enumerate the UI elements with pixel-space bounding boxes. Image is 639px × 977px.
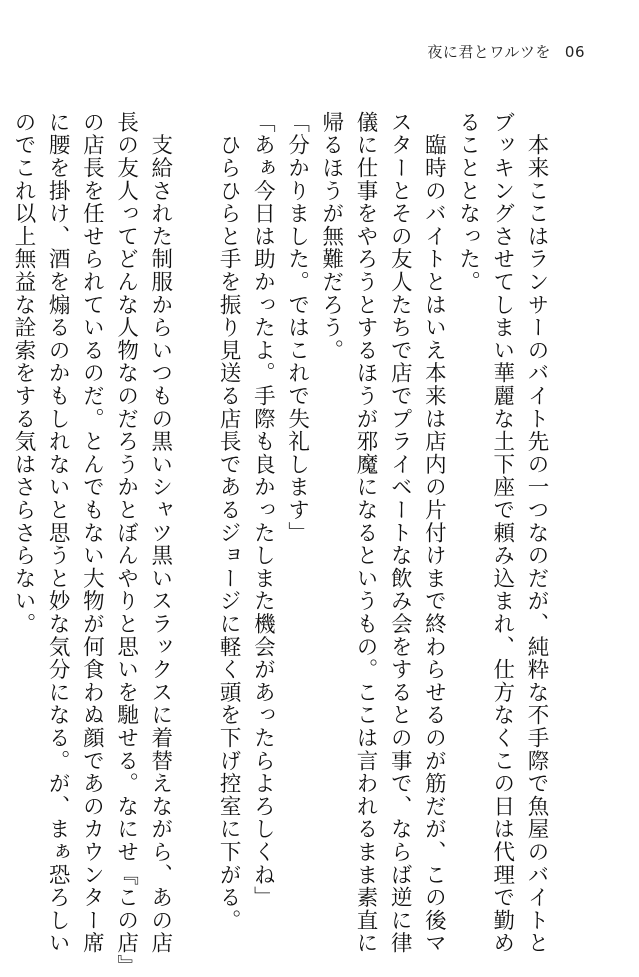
text-line: 長の友人ってどんな人物なのだろうかとぼんやりと思いを馳せる。なにせ『この店』 xyxy=(113,111,139,977)
text-line: 「あぁ今日は助かったよ。手際も良かったしまた機会があったらよろしくね」 xyxy=(250,111,276,909)
page-number: 06 xyxy=(564,43,585,61)
vertical-text-body xyxy=(6,111,553,977)
text-line: のでこれ以上無益な詮索をする気はさらさらない。 xyxy=(10,111,36,636)
book-title: 夜に君とワルツを xyxy=(427,43,551,61)
text-line: 臨時のバイトとはいえ本来は店内の片付けまで終わらせるのが筋だが、この後マ xyxy=(421,111,447,955)
text-line: ブッキングさせてしまい華麗な土下座で頼み込まれ、仕方なくこの日は代理で勤め xyxy=(489,111,515,955)
text-line: の店長を任せられているのだ。とんでもない大物が何食わぬ顔であのカウンター席 xyxy=(79,111,105,955)
blank-line xyxy=(177,111,211,856)
text-line: 支給された制服からいつもの黒いシャツ黒いスラックスに着替えながら、あの店 xyxy=(147,111,173,955)
text-line: ることとなった。 xyxy=(455,111,481,294)
text-line: 儀に仕事をやろうとするほうが邪魔になるというもの。ここは言われるまま素直に xyxy=(352,111,378,955)
running-header xyxy=(427,41,585,62)
text-line: に腰を掛け、酒を煽るのかもしれないと思うと妙な気分になる。が、まぁ恐ろしい xyxy=(45,111,71,955)
text-line: スターとその友人たちで店でプライベートな飲み会をするとの事で、ならば逆に律 xyxy=(387,111,413,955)
text-line: 「分かりました。ではこれで失礼します」 xyxy=(284,111,310,545)
text-line: 本来ここはランサーのバイト先の一つなのだが、純粋な不手際で魚屋のバイトと xyxy=(524,111,549,955)
text-line: ひらひらと手を振り見送る店長であるジョージに軽く頭を下げ控室に下がる。 xyxy=(216,111,242,932)
text-line: 帰るほうが無難だろう。 xyxy=(318,111,344,362)
